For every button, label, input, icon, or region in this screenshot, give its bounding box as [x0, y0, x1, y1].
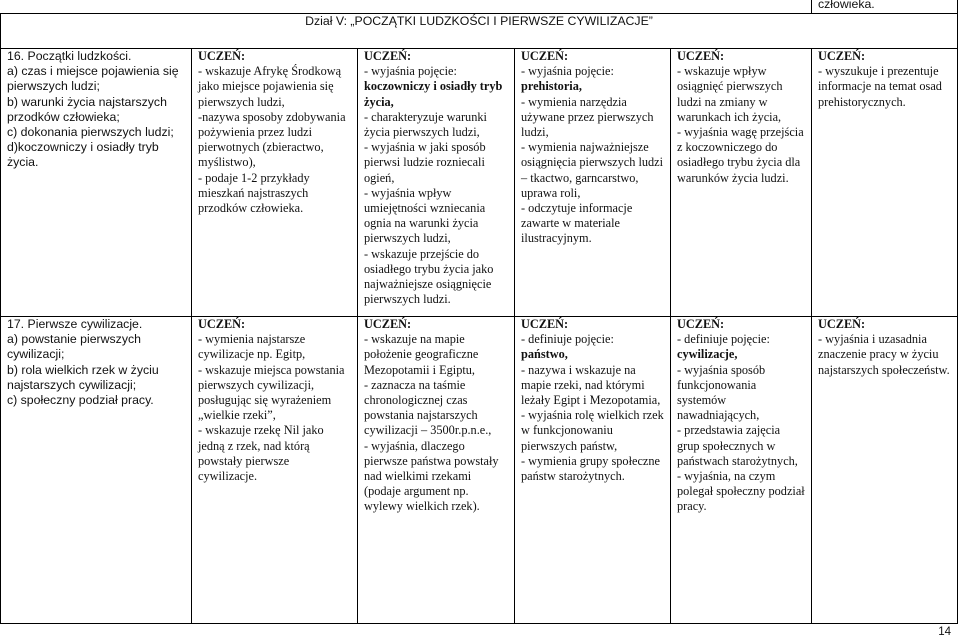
- requirement: - charakteryzuje warunki życia pierwszych ludzi,: [364, 109, 487, 140]
- student-label: UCZEŃ:: [364, 49, 412, 63]
- previous-page-fragment-row: [1, 0, 958, 14]
- requirement: - wyjaśnia, na czym polegał społeczny podział pracy.: [677, 469, 805, 514]
- requirement: - wskazuje wpływ osiągnięć pierwszych ludzi na zmiany w warunkach ich życia,: [677, 64, 783, 124]
- section-heading-row: [1, 14, 958, 49]
- student-label: UCZEŃ:: [818, 49, 866, 63]
- lesson-row-16: [1, 49, 958, 317]
- key-term: państwo,: [521, 347, 568, 362]
- student-label: UCZEŃ:: [198, 317, 246, 331]
- requirement: - wskazuje przejście do osiadłego trybu życia jako najważniejsze osiągnięcie pierwszych ludzi.: [364, 246, 494, 307]
- student-label: UCZEŃ:: [521, 317, 569, 331]
- requirements-level-3: [515, 49, 671, 317]
- key-term: koczowniczy i osiadły tryb życia,: [364, 79, 503, 109]
- requirement: - wyjaśnia, dlaczego pierwsze państwa powstały nad wielkimi rzekami (podaje argument np. wylewy wielkich rzek).: [364, 438, 499, 514]
- requirements-level-1: [192, 317, 358, 624]
- requirement: - wskazuje Afrykę Środkową jako miejsce pojawienia się pierwszych ludzi,: [198, 64, 342, 109]
- page-number: 14: [938, 626, 951, 638]
- student-label: UCZEŃ:: [677, 49, 725, 63]
- topic-title: 17. Pierwsze cywilizacje.: [7, 317, 143, 331]
- topic-point: a) czas i miejsce pojawienia się pierwszych ludzi;: [7, 64, 179, 94]
- topic-cell: [1, 317, 192, 624]
- student-label: UCZEŃ:: [198, 49, 246, 63]
- topic-point: d)koczowniczy i osiadły tryb życia.: [7, 140, 159, 170]
- requirement: - wskazuje miejsca powstania pierwszych cywilizacji, posługując się wyrażeniem „wielkie rzeki”,: [198, 362, 345, 423]
- requirements-level-5: [812, 49, 958, 317]
- requirement: - wyjaśnia wpływ umiejętności wzniecania ognia na warunki życia pierwszych ludzi,: [364, 185, 486, 246]
- requirements-level-2: [358, 49, 515, 317]
- requirement: - wyjaśnia wagę przejścia z koczowniczego do osiadłego trybu życia dla warunków życia ludzi.: [677, 125, 804, 185]
- lesson-row-17: [1, 317, 958, 624]
- requirement: - wymienia najstarsze cywilizacje np. Egitp,: [198, 332, 306, 362]
- requirement: - wskazuje na mapie położenie geograficzne Mezopotamii i Egiptu,: [364, 332, 479, 377]
- requirement: - wyjaśnia rolę wielkich rzek w funkcjonowaniu pierwszych państw,: [521, 408, 664, 453]
- requirement: - wymienia narzędzia używane przez pierwszych ludzi,: [521, 94, 654, 140]
- requirements-level-5: [812, 317, 958, 624]
- student-label: UCZEŃ:: [364, 317, 412, 331]
- requirement: -nazywa sposoby zdobywania pożywienia przez ludzi pierwotnych (zbieractwo, myślistwo),: [198, 109, 346, 170]
- student-label: UCZEŃ:: [818, 317, 866, 331]
- requirements-level-4: [671, 49, 812, 317]
- requirements-level-1: [192, 49, 358, 317]
- key-term: cywilizacje,: [677, 347, 738, 362]
- requirement: - definiuje pojęcie:: [677, 332, 770, 347]
- previous-page-fragment: człowieka.: [812, 0, 958, 14]
- requirement: - wyszukuje i prezentuje informacje na temat osad prehistorycznych.: [818, 64, 942, 109]
- requirement: - wskazuje rzekę Nil jako jedną z rzek, nad którą powstały pierwsze cywilizacje.: [198, 423, 324, 484]
- key-term: prehistoria,: [521, 79, 582, 94]
- student-label: UCZEŃ:: [677, 317, 725, 331]
- student-label: UCZEŃ:: [521, 49, 569, 63]
- requirements-level-3: [515, 317, 671, 624]
- topic-point: b) rola wielkich rzek w życiu najstarszych cywilizacji;: [7, 362, 159, 392]
- topic-point: c) społeczny podział pracy.: [7, 393, 154, 408]
- requirement: - wyjaśnia i uzasadnia znaczenie pracy w życiu najstarszych społeczeństw.: [818, 332, 950, 377]
- requirement: - wyjaśnia w jaki sposób pierwsi ludzie rozniecali ogień,: [364, 140, 486, 185]
- requirement: - wyjaśnia pojęcie:: [364, 64, 457, 79]
- requirement: - nazywa i wskazuje na mapie rzeki, nad którymi leżały Egipt i Mezopotamia,: [521, 362, 661, 408]
- requirements-level-4: [671, 317, 812, 624]
- requirement: - wymienia grupy społeczne państw starożytnych.: [521, 453, 660, 484]
- requirement: - podaje 1-2 przykłady mieszkań najstraszych przodków człowieka.: [198, 170, 310, 216]
- requirement: - zaznacza na taśmie chronologicznej czas powstania najstarszych cywilizacji – 3500r.p.n.e.,: [364, 377, 492, 438]
- requirement: - definiuje pojęcie:: [521, 332, 614, 347]
- topic-point: c) dokonania pierwszych ludzi;: [7, 125, 174, 140]
- topic-title: 16. Początki ludzkości.: [7, 49, 132, 63]
- topic-point: a) powstanie pierwszych cywilizacji;: [7, 332, 141, 362]
- requirements-level-2: [358, 317, 515, 624]
- requirement: - wyjaśnia pojęcie:: [521, 64, 614, 79]
- section-heading: Dział V: „POCZĄTKI LUDZKOŚCI I PIERWSZE CYWILIZACJE”: [1, 14, 958, 49]
- topic-point: b) warunki życia najstarszych przodków człowieka;: [7, 94, 167, 124]
- requirement: - odczytuje informacje zawarte w materiale ilustracyjnym.: [521, 201, 633, 246]
- requirement: - wyjaśnia sposób funkcjonowania systemów nawadniających,: [677, 362, 766, 423]
- requirement: - przedstawia zajęcia grup społecznych w państwach starożytnych,: [677, 423, 798, 468]
- requirement: - wymienia najważniejsze osiągnięcia pierwszych ludzi – tkactwo, garncarstwo, uprawa roli,: [521, 140, 664, 200]
- topic-cell: [1, 49, 192, 317]
